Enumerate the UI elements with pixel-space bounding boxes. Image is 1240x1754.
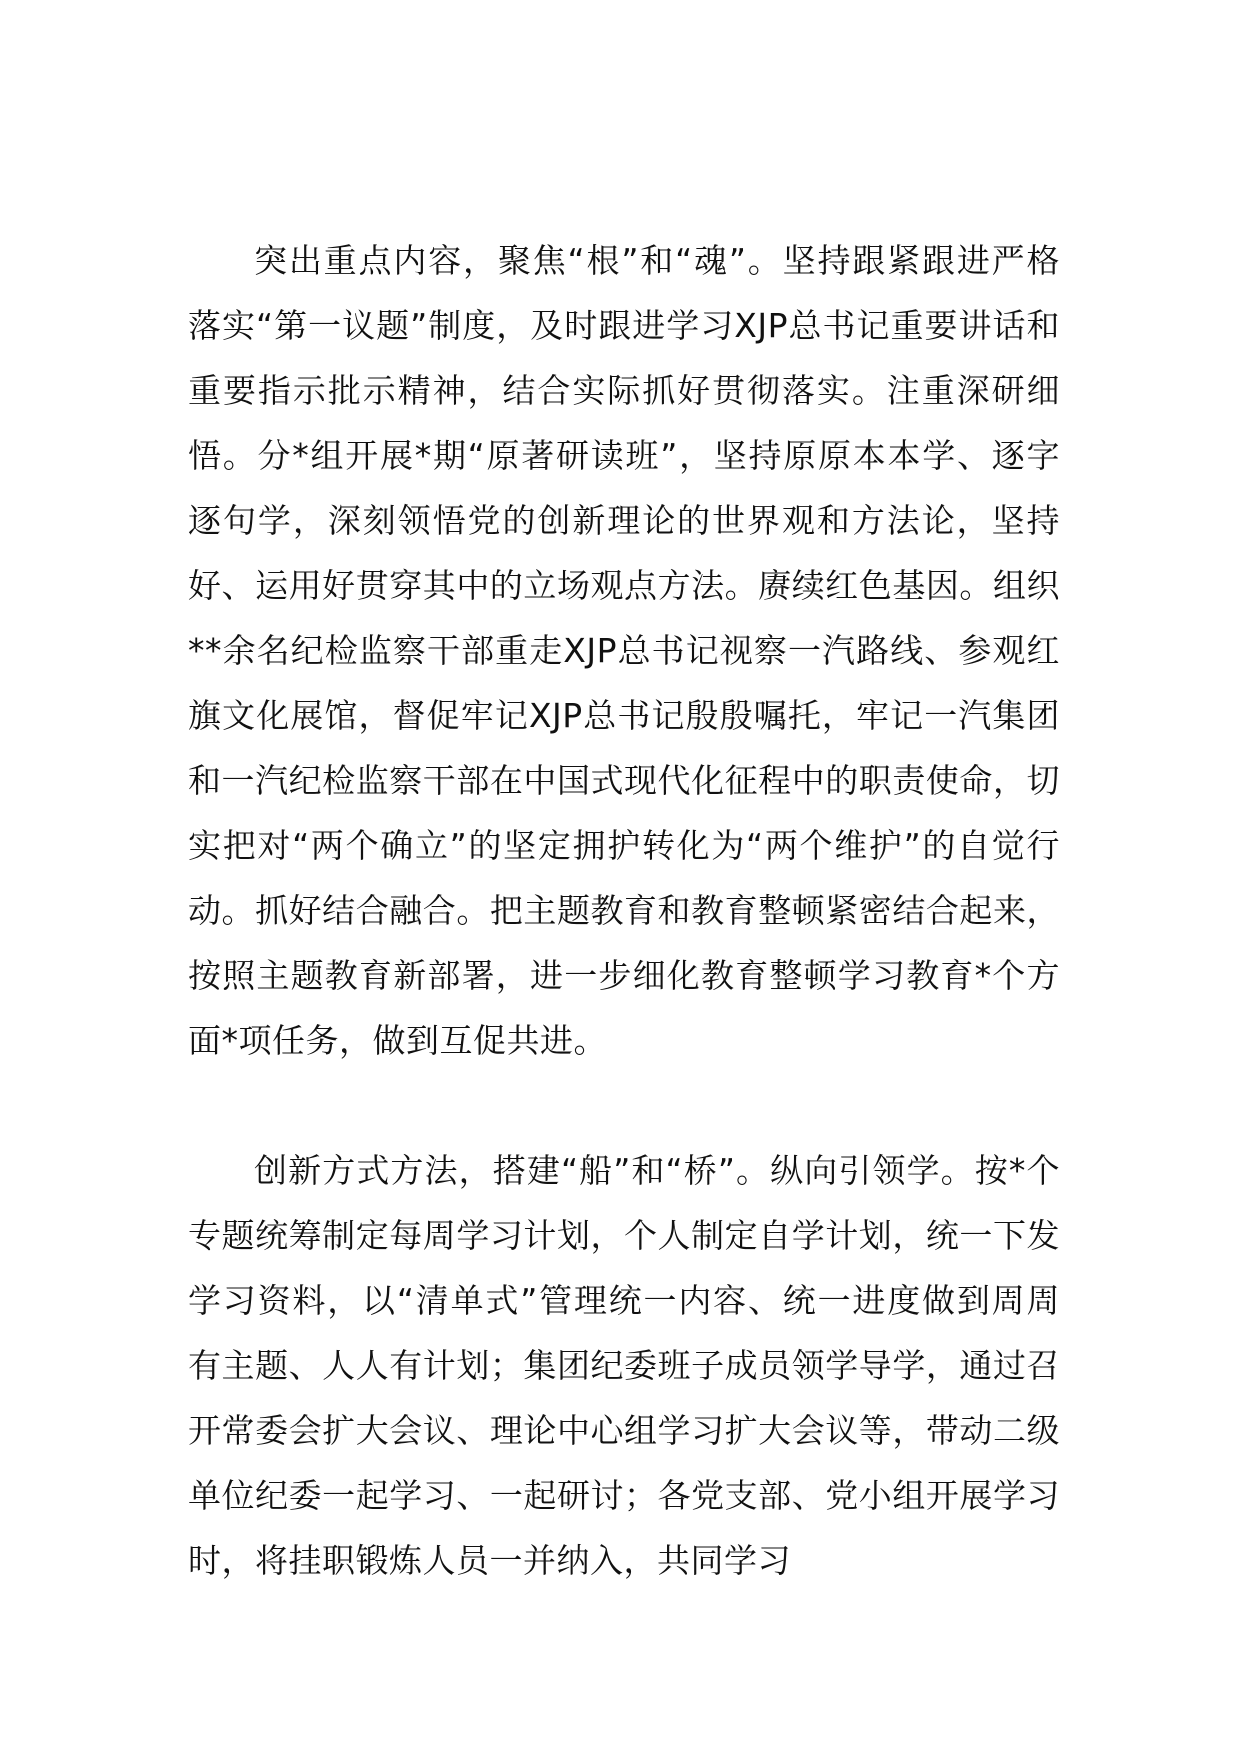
document-body: [188, 228, 1060, 1593]
paragraph-focus-key-content: 突出重点内容，聚焦“根”和“魂”。坚持跟紧跟进严格落实“第一议题”制度，及时跟进学习XJP总书记重要讲话和重要指示批示精神，结合实际抓好贯彻落实。注重深研细悟。分*组开展*期“原著研读班”，坚持原原本本学、逐字逐句学，深刻领悟党的创新理论的世界观和方法论，坚持好、运用好贯穿其中的立场观点方法。赓续红色基因。组织**余名纪检监察干部重走XJP总书记视察一汽路线、参观红旗文化展馆，督促牢记XJP总书记殷殷嘱托，牢记一汽集团和一汽纪检监察干部在中国式现代化征程中的职责使命，切实把对“两个确立”的坚定拥护转化为“两个维护”的自觉行动。抓好结合融合。把主题教育和教育整顿紧密结合起来，按照主题教育新部署，进一步细化教育整顿学习教育*个方面*项任务，做到互促共进。: [188, 241, 1060, 1060]
paragraph-innovate-methods: 创新方式方法，搭建“船”和“桥”。纵向引领学。按*个专题统筹制定每周学习计划，个人制定自学计划，统一下发学习资料，以“清单式”管理统一内容、统一进度做到周周有主题、人人有计划；集团纪委班子成员领学导学，通过召开常委会扩大会议、理论中心组学习扩大会议等，带动二级单位纪委一起学习、一起研讨；各党支部、党小组开展学习时，将挂职锻炼人员一并纳入，共同学习: [188, 1151, 1060, 1580]
